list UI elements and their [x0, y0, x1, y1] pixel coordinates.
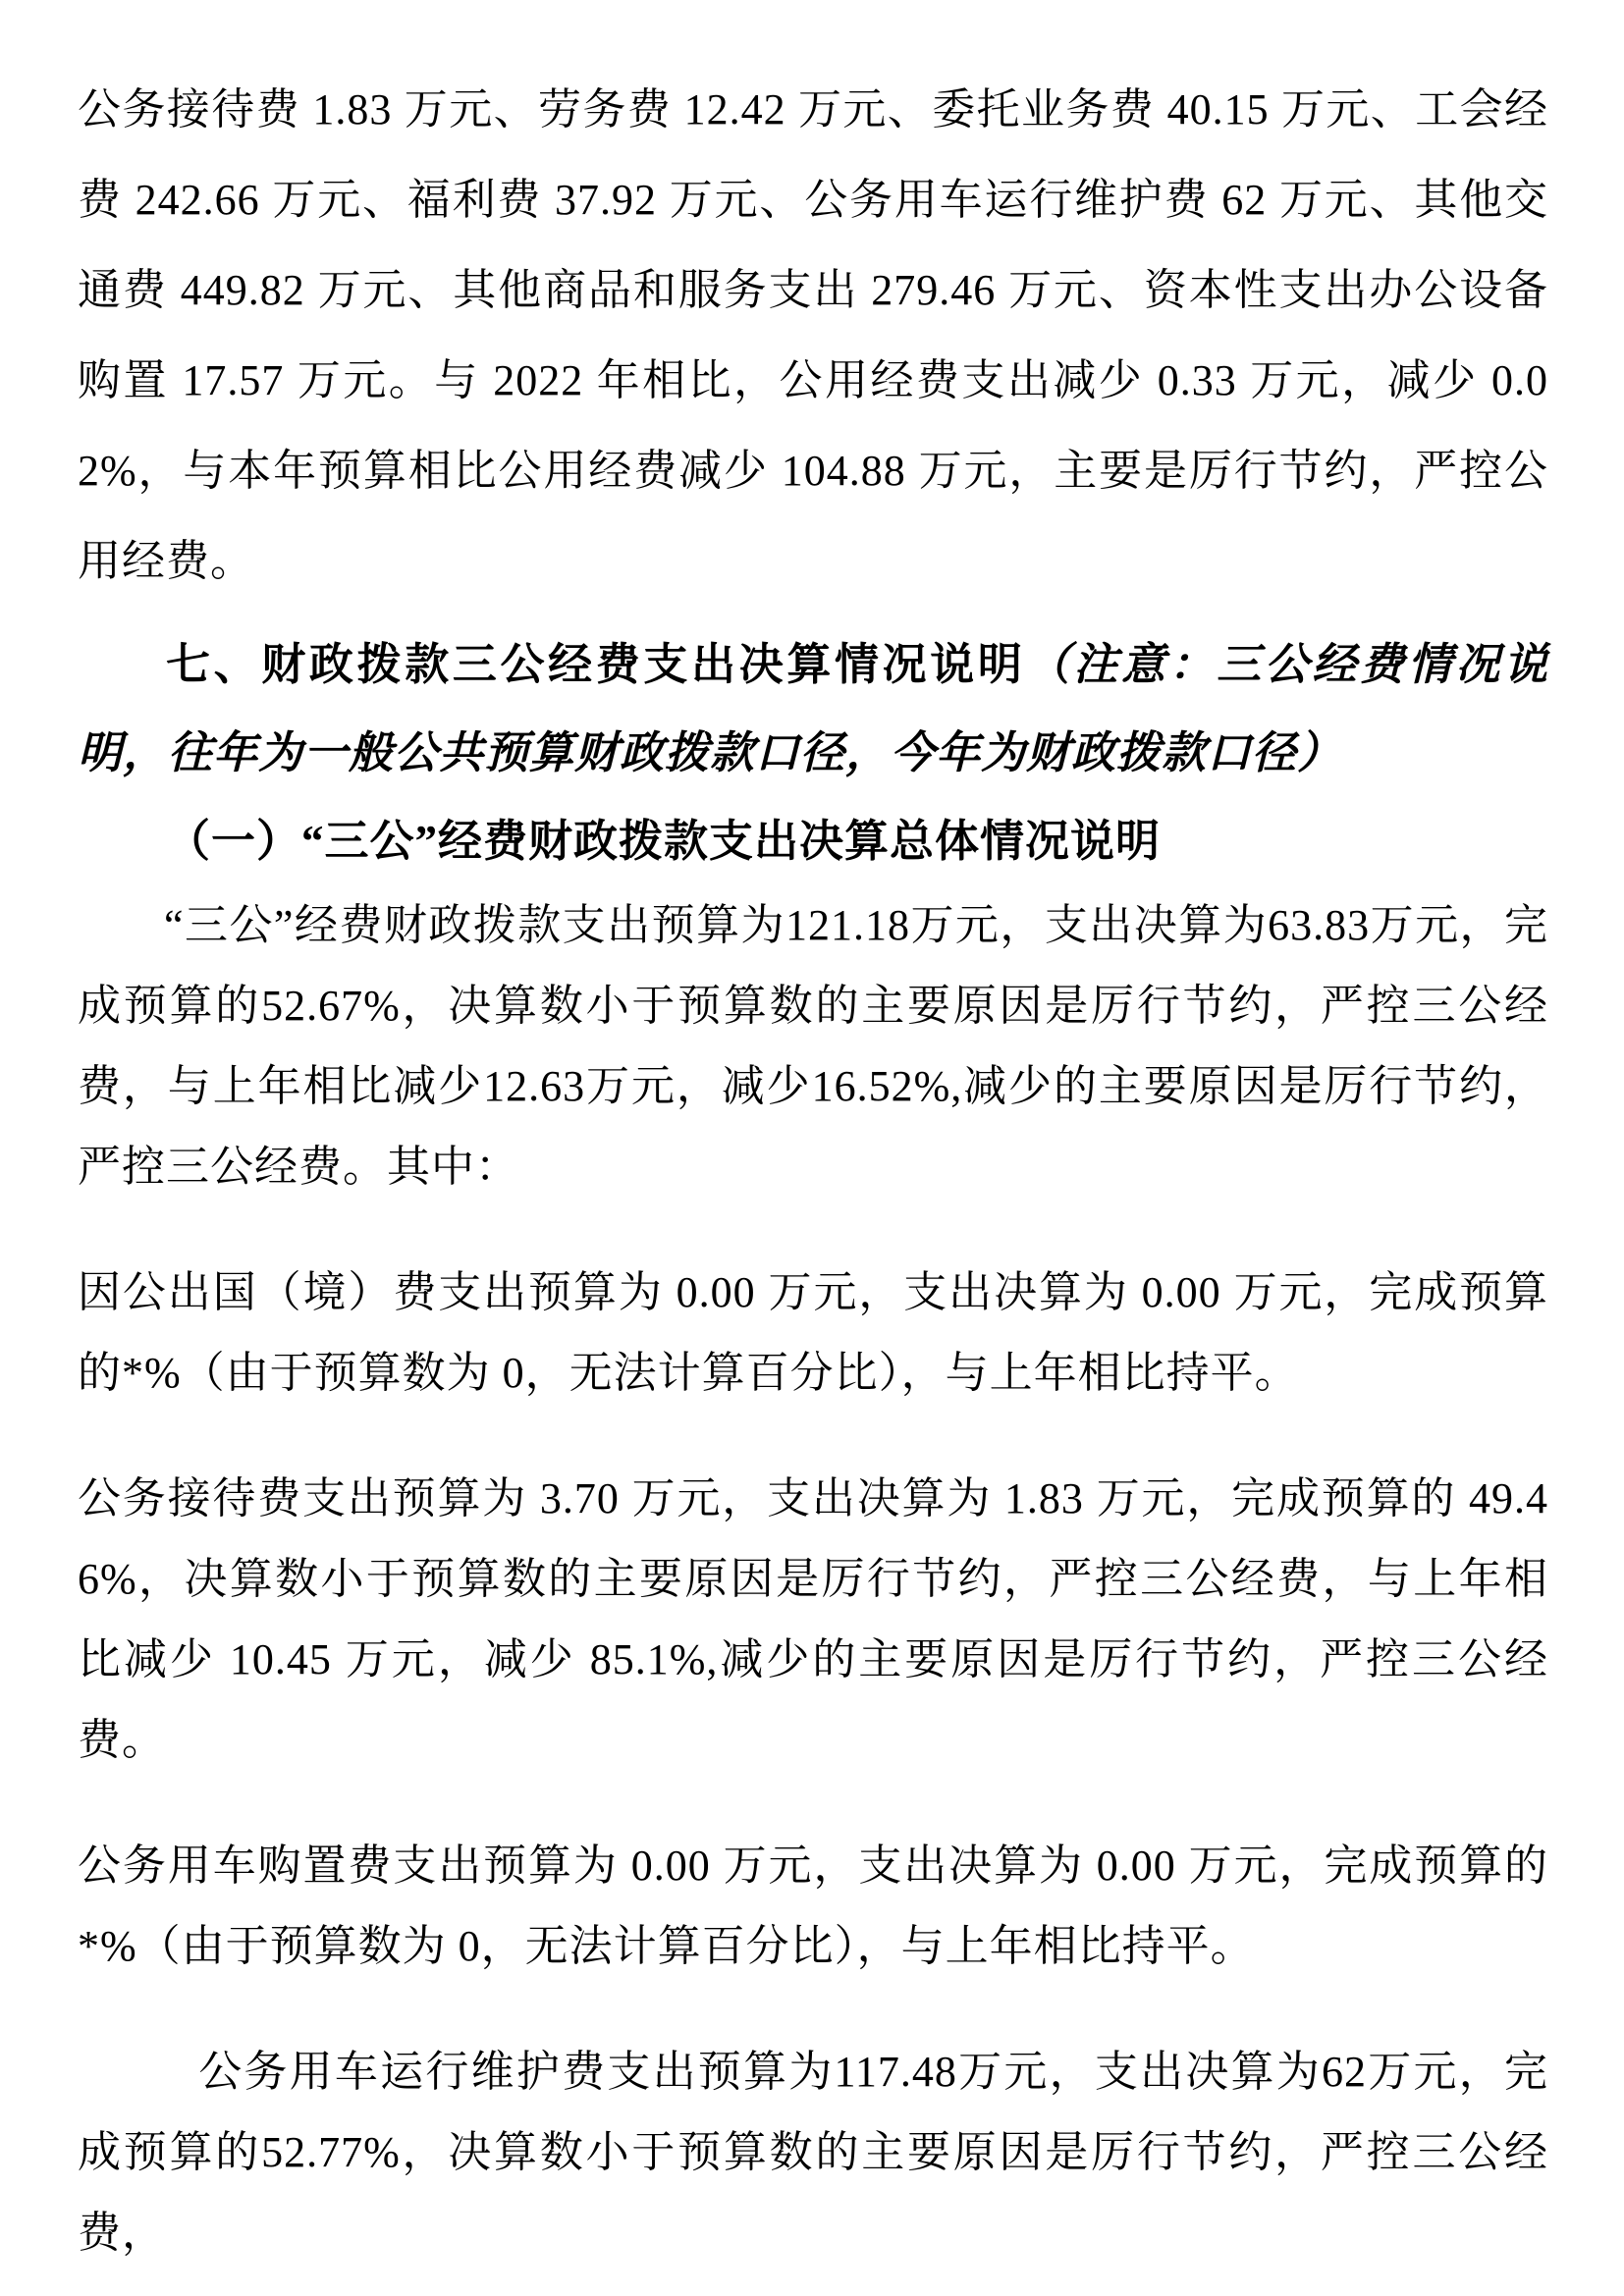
paragraph-reception-expense: 公务接待费支出预算为 3.70 万元，支出决算为 1.83 万元，完成预算的 49.46%，决算数小于预算数的主要原因是厉行节约，严控三公经费，与上年相比减少 10.45 万元，减少 85.1%,减少的主要原因是厉行节约，严控三公经费。 — [78, 1474, 1548, 1764]
subsection-heading-1: （一）“三公”经费财政拨款支出决算总体情况说明 — [166, 817, 1162, 866]
section-heading-7 — [78, 620, 1548, 797]
paragraph-vehicle-maintenance-expense: 公务用车运行维护费支出预算为117.48万元，支出决算为62万元，完成预算的52.77%，决算数小于预算数的主要原因是厉行节约，严控三公经费， — [78, 2048, 1548, 2257]
paragraph-abroad-expense: 因公出国（境）费支出预算为 0.00 万元，支出决算为 0.00 万元，完成预算的*%（由于预算数为 0，无法计算百分比），与上年相比持平。 — [78, 1268, 1548, 1397]
paragraph-vehicle-purchase-expense: 公务用车购置费支出预算为 0.00 万元，支出决算为 0.00 万元，完成预算的*%（由于预算数为 0，无法计算百分比），与上年相比持平。 — [78, 1842, 1548, 1970]
paragraph-public-funds-breakdown: 公务接待费 1.83 万元、劳务费 12.42 万元、委托业务费 40.15 万元、工会经费 242.66 万元、福利费 37.92 万元、公务用车运行维护费 62 万元、其他交通费 449.82 万元、其他商品和服务支出 279.46 万元、资本性支出办公设备购置 17.57 万元。与 2022 年相比，公用经费支出减少 0.33 万元，减少 0.02%，与本年预算相比公用经费减少 104.88 万元，主要是厉行节约，严控公用经费。 — [78, 85, 1548, 585]
paragraph-three-public-overview: “三公”经费财政拨款支出预算为121.18万元，支出决算为63.83万元，完成预算的52.67%，决算数小于预算数的主要原因是厉行节约，严控三公经费，与上年相比减少12.63万元，减少16.52%,减少的主要原因是厉行节约，严控三公经费。其中： — [78, 901, 1548, 1191]
section-heading-7-title: 七、财政拨款三公经费支出决算情况说明 — [166, 640, 1026, 689]
section-heading-7-note: （注意：三公经费情况说明，往年为一般公共预算财政拨款口径，今年为财政拨款口径） — [78, 640, 1548, 777]
